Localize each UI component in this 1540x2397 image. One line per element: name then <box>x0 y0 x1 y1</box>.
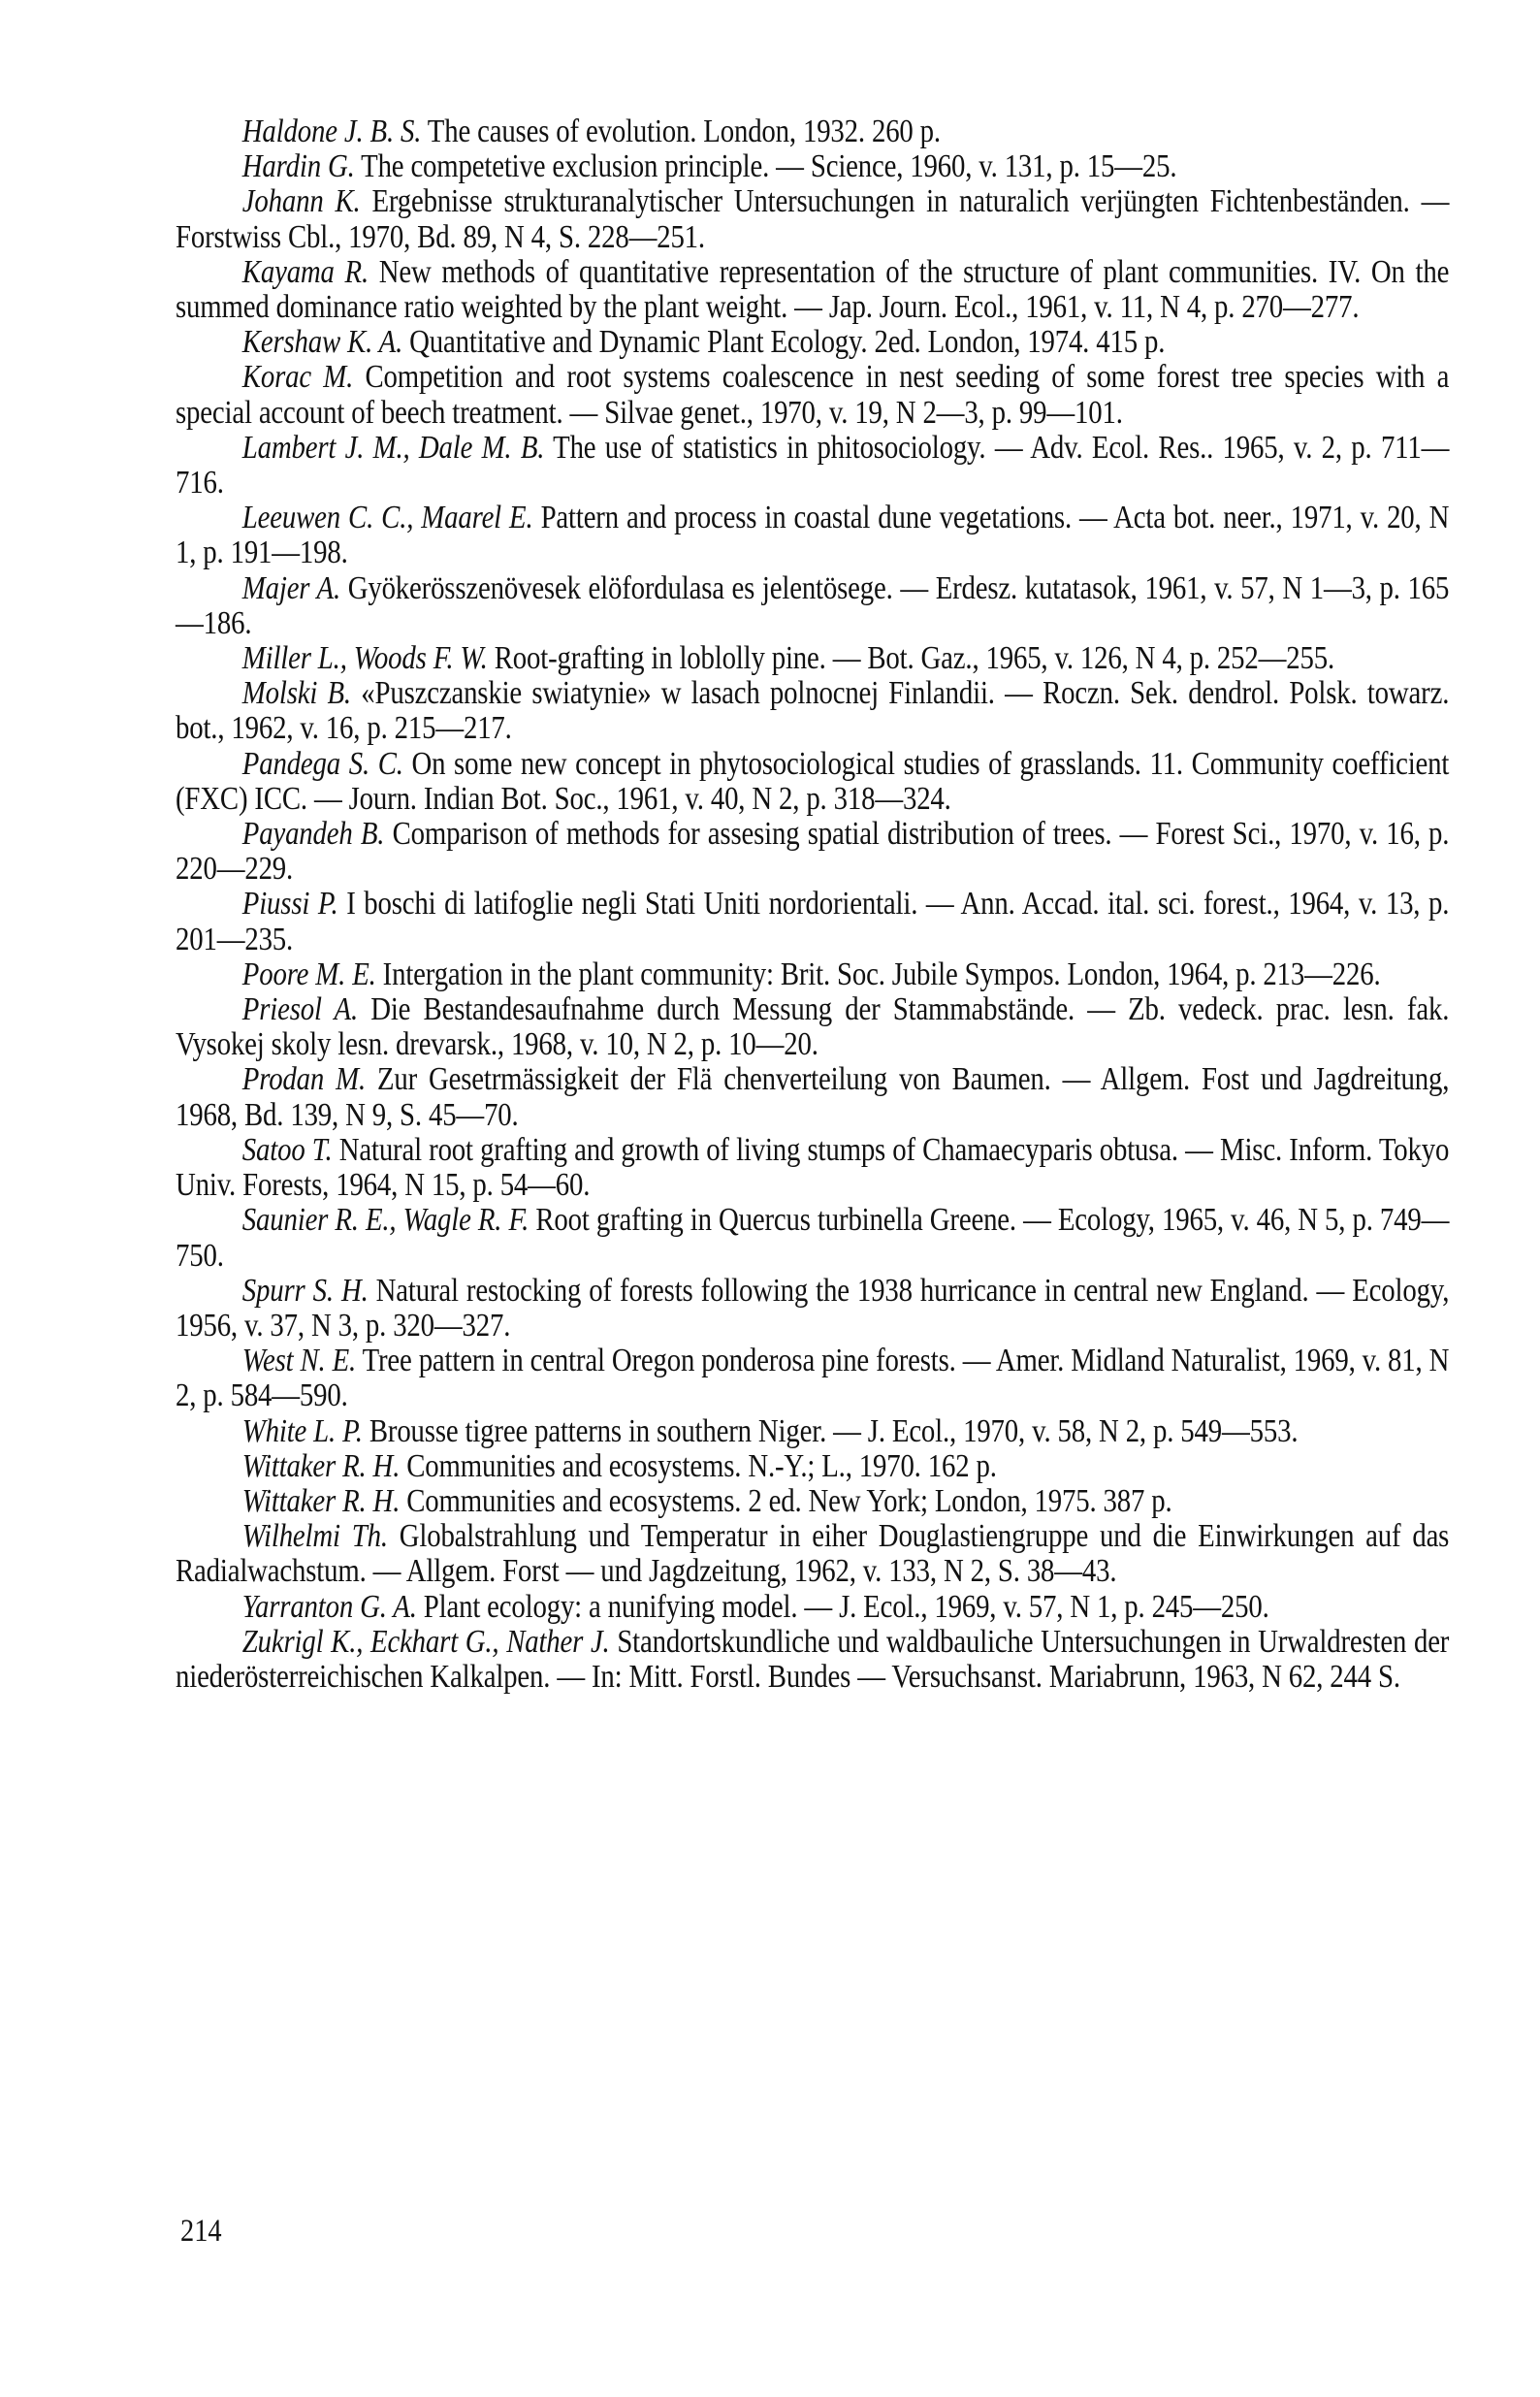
reference-authors: Satoo T. <box>241 1131 333 1168</box>
reference-text: Communities and ecosystems. 2 ed. New York; London, 1975. 387 p. <box>400 1482 1172 1519</box>
reference-authors: Molski B. <box>241 675 351 712</box>
reference-text: Standortskundliche und waldbauliche Untersuchungen in Urwaldresten der niederösterreichischen Kalkalpen. — In: Mitt. Forstl. Bundes — Versuchsanst. Mariabrunn, 1963, N 62, 244 S. <box>176 1623 1450 1695</box>
reference-authors: Zukrigl K., Eckhart G., Nather J. <box>241 1623 610 1660</box>
reference-text: Natural restocking of forests following the 1938 hurricance in central new England. — Ecology, 1956, v. 37, N 3, p. 320—327. <box>176 1272 1450 1344</box>
reference-authors: Priesol A. <box>241 991 358 1028</box>
reference-entry <box>176 149 1449 184</box>
reference-entry <box>176 1519 1449 1589</box>
reference-entry <box>176 184 1449 254</box>
reference-entry <box>176 1344 1449 1413</box>
reference-entry <box>176 957 1449 992</box>
reference-authors: Piussi P. <box>241 886 338 923</box>
reference-text: Pattern and process in coastal dune vegetations. — Acta bot. neer., 1971, v. 20, N 1, p. 191—198. <box>176 500 1450 571</box>
reference-text: Competition and root systems coalescence in nest seeding of some forest tree species with a special account of beech treatment. — Silvae genet., 1970, v. 19, N 2—3, p. 99—101. <box>176 359 1450 431</box>
reference-entry <box>176 571 1449 641</box>
reference-text: On some new concept in phytosociological studies of grasslands. 11. Community coefficient (FXC) ICC. — Journ. Indian Bot. Soc., 1961, v. 40, N 2, p. 318—324. <box>176 745 1450 817</box>
reference-entry <box>176 1203 1449 1273</box>
reference-authors: Kayama R. <box>241 253 369 290</box>
reference-text: Ergebnisse strukturanalytischer Untersuchungen in naturalich verjüngten Fichtenbeständen. — Forstwiss Cbl., 1970, Bd. 89, N 4, S. 228—251. <box>176 183 1450 255</box>
reference-entry <box>176 501 1449 570</box>
reference-entry <box>176 887 1449 956</box>
reference-authors: Wittaker R. H. <box>241 1482 401 1519</box>
reference-authors: Korac M. <box>241 359 354 396</box>
reference-text: Communities and ecosystems. N.-Y.; L., 1970. 162 p. <box>400 1447 997 1484</box>
reference-entry <box>176 114 1449 149</box>
reference-entry <box>176 747 1449 817</box>
reference-entry <box>176 1414 1449 1449</box>
reference-authors: Miller L., Woods F. W. <box>241 640 488 677</box>
reference-entry <box>176 1449 1449 1484</box>
reference-authors: Spurr S. H. <box>241 1272 369 1309</box>
reference-entry <box>176 1625 1449 1695</box>
reference-authors: West N. E. <box>241 1343 357 1379</box>
reference-text: Comparison of methods for assesing spatial distribution of trees. — Forest Sci., 1970, v. 16, p. 220—229. <box>176 816 1450 888</box>
reference-entry <box>176 431 1449 501</box>
reference-entry <box>176 360 1449 430</box>
reference-authors: Leeuwen C. C., Maarel E. <box>241 500 533 536</box>
reference-authors: Saunier R. E., Wagle R. F. <box>241 1202 529 1239</box>
reference-entry <box>176 1274 1449 1344</box>
reference-entry <box>176 1590 1449 1625</box>
reference-authors: Prodan M. <box>241 1061 366 1098</box>
reference-entry <box>176 1133 1449 1203</box>
reference-authors: Payandeh B. <box>241 816 385 853</box>
reference-entry <box>176 992 1449 1062</box>
reference-text: Root grafting in Quercus turbinella Greene. — Ecology, 1965, v. 46, N 5, p. 749—750. <box>176 1202 1450 1274</box>
reference-text: «Puszczanskie swiatynie» w lasach polnocnej Finlandii. — Roczn. Sek. dendrol. Polsk. towarz. bot., 1962, v. 16, p. 215—217. <box>176 675 1450 747</box>
reference-entry <box>176 676 1449 746</box>
reference-entry <box>176 325 1449 360</box>
reference-text: The competetive exclusion principle. — Science, 1960, v. 131, p. 15—25. <box>354 148 1177 185</box>
reference-text: New methods of quantitative representation of the structure of plant communities. IV. On the summed dominance ratio weighted by the plant weight. — Jap. Journ. Ecol., 1961, v. 11, N 4, p. 270—277. <box>176 253 1450 326</box>
reference-authors: Kershaw K. A. <box>241 324 403 361</box>
reference-text: The use of statistics in phitosociology. — Adv. Ecol. Res.. 1965, v. 2, p. 711—716. <box>176 429 1450 502</box>
reference-text: Brousse tigree patterns in southern Niger. — J. Ecol., 1970, v. 58, N 2, p. 549—553. <box>362 1412 1299 1449</box>
reference-text: Plant ecology: a nunifying model. — J. Ecol., 1969, v. 57, N 1, p. 245—250. <box>416 1588 1269 1625</box>
reference-text: Intergation in the plant community: Brit. Soc. Jubile Sympos. London, 1964, p. 213—226. <box>375 956 1381 992</box>
reference-text: Zur Gesetrmässigkeit der Flä chenverteilung von Baumen. — Allgem. Fost und Jagdreitung, 1968, Bd. 139, N 9, S. 45—70. <box>176 1061 1450 1133</box>
reference-entry <box>176 1484 1449 1519</box>
reference-authors: White L. P. <box>241 1412 363 1449</box>
reference-text: Globalstrahlung und Temperatur in eiher Douglastiengruppe und die Einwirkungen auf das Radialwachstum. — Allgem. Forst — und Jagdzeitung, 1962, v. 133, N 2, S. 38—43. <box>176 1518 1450 1590</box>
reference-list <box>176 114 1449 1695</box>
reference-authors: Hardin G. <box>241 148 355 185</box>
reference-text: Natural root grafting and growth of living stumps of Chamaecyparis obtusa. — Misc. Inform. Tokyo Univ. Forests, 1964, N 15, p. 54—60. <box>176 1131 1450 1204</box>
reference-authors: Wittaker R. H. <box>241 1447 401 1484</box>
reference-text: Die Bestandesaufnahme durch Messung der Stammabstände. — Zb. vedeck. prac. lesn. fak. Vysokej skoly lesn. drevarsk., 1968, v. 10, N 2, p. 10—20. <box>176 991 1450 1063</box>
reference-authors: Lambert J. M., Dale M. B. <box>241 429 545 466</box>
reference-authors: Poore M. E. <box>241 956 376 992</box>
reference-text: Gyökerösszenövesek elöfordulasa es jelentösege. — Erdesz. kutatasok, 1961, v. 57, N 1—3, p. 165—186. <box>176 569 1450 641</box>
reference-authors: Haldone J. B. S. <box>241 113 422 149</box>
reference-authors: Johann K. <box>241 183 361 220</box>
reference-authors: Pandega S. C. <box>241 745 403 782</box>
reference-text: I boschi di latifoglie negli Stati Uniti nordorientali. — Ann. Accad. ital. sci. forest., 1964, v. 13, p. 201—235. <box>176 886 1450 957</box>
reference-text: Quantitative and Dynamic Plant Ecology. 2ed. London, 1974. 415 p. <box>402 324 1166 361</box>
reference-text: Root-grafting in loblolly pine. — Bot. Gaz., 1965, v. 126, N 4, p. 252—255. <box>487 640 1334 677</box>
reference-authors: Wilhelmi Th. <box>241 1518 388 1555</box>
reference-entry <box>176 255 1449 325</box>
reference-authors: Majer A. <box>241 569 340 606</box>
reference-entry <box>176 1062 1449 1132</box>
page-number: 214 <box>180 2214 222 2249</box>
reference-entry <box>176 817 1449 887</box>
reference-authors: Yarranton G. A. <box>241 1588 417 1625</box>
reference-text: The causes of evolution. London, 1932. 260 p. <box>421 113 941 149</box>
reference-text: Tree pattern in central Oregon ponderosa pine forests. — Amer. Midland Naturalist, 1969, v. 81, N 2, p. 584—590. <box>176 1343 1450 1414</box>
reference-entry <box>176 641 1449 676</box>
